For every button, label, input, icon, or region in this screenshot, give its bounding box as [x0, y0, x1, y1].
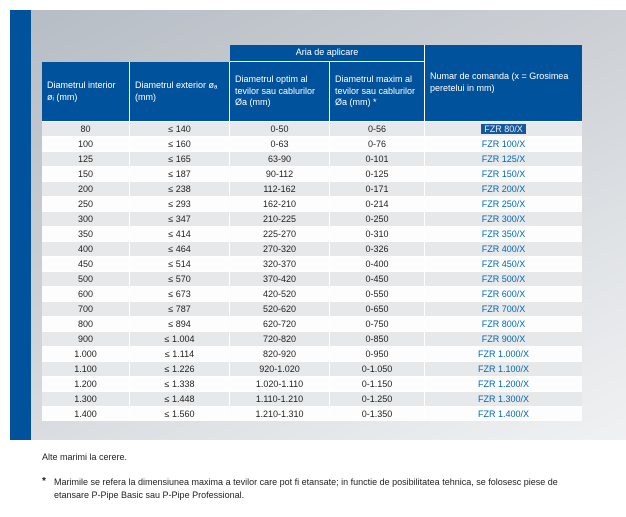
value-cell: 0-850 — [330, 332, 425, 347]
table-row — [42, 347, 582, 362]
value-cell: 1.020-1.110 — [230, 377, 330, 392]
value-cell: ≤ 1.004 — [130, 332, 230, 347]
value-cell: 63-90 — [230, 152, 330, 167]
value-cell: 250 — [42, 197, 130, 212]
value-cell: 225-270 — [230, 227, 330, 242]
order-code-cell[interactable]: FZR 600/X — [425, 287, 582, 302]
footnote-text: Marimile se refera la dimensiunea maxima a tevilor care pot fi etansate; in functie de posibilitatea tehnica, se folosesc piese de etansare P-Pipe Basic sau P-Pipe Professional. — [54, 477, 558, 501]
col-header-diametrul-interior: Diametrul interior øᵢ (mm) — [42, 62, 130, 122]
order-code-cell[interactable]: FZR 250/X — [425, 197, 582, 212]
value-cell: 1.300 — [42, 392, 130, 407]
note-other-sizes: Alte marimi la cerere. — [42, 452, 128, 462]
value-cell: 0-750 — [330, 317, 425, 332]
order-code-cell[interactable]: FZR 150/X — [425, 167, 582, 182]
order-code-cell[interactable]: FZR 450/X — [425, 257, 582, 272]
table-row — [42, 212, 582, 227]
value-cell: 0-56 — [330, 122, 425, 137]
value-cell: ≤ 894 — [130, 317, 230, 332]
value-cell: 0-125 — [330, 167, 425, 182]
order-code-cell[interactable]: FZR 125/X — [425, 152, 582, 167]
order-code-cell[interactable]: FZR 100/X — [425, 137, 582, 152]
value-cell: ≤ 570 — [130, 272, 230, 287]
value-cell: ≤ 414 — [130, 227, 230, 242]
value-cell: 112-162 — [230, 182, 330, 197]
value-cell: 100 — [42, 137, 130, 152]
value-cell: 0-76 — [330, 137, 425, 152]
left-accent-bar — [10, 10, 31, 440]
value-cell: 720-820 — [230, 332, 330, 347]
value-cell: 0-63 — [230, 137, 330, 152]
value-cell: 370-420 — [230, 272, 330, 287]
footnote-asterisk: * — [42, 476, 46, 487]
value-cell: 0-450 — [330, 272, 425, 287]
value-cell: 0-1.350 — [330, 407, 425, 421]
table-row — [42, 257, 582, 272]
value-cell: 0-310 — [330, 227, 425, 242]
value-cell: ≤ 165 — [130, 152, 230, 167]
value-cell: 162-210 — [230, 197, 330, 212]
value-cell: ≤ 238 — [130, 182, 230, 197]
value-cell: 300 — [42, 212, 130, 227]
value-cell: 1.400 — [42, 407, 130, 421]
value-cell: 0-950 — [330, 347, 425, 362]
value-cell: ≤ 1.560 — [130, 407, 230, 421]
value-cell: ≤ 1.226 — [130, 362, 230, 377]
value-cell: 520-620 — [230, 302, 330, 317]
value-cell: 1.000 — [42, 347, 130, 362]
value-cell: 200 — [42, 182, 130, 197]
value-cell: 900 — [42, 332, 130, 347]
table-row — [42, 152, 582, 167]
value-cell: 0-101 — [330, 152, 425, 167]
value-cell: ≤ 464 — [130, 242, 230, 257]
order-code-cell[interactable]: FZR 400/X — [425, 242, 582, 257]
value-cell: 320-370 — [230, 257, 330, 272]
value-cell: 90-112 — [230, 167, 330, 182]
table-row — [42, 302, 582, 317]
value-cell: 270-320 — [230, 242, 330, 257]
value-cell: ≤ 787 — [130, 302, 230, 317]
value-cell: 420-520 — [230, 287, 330, 302]
order-code-cell[interactable]: FZR 1.400/X — [425, 407, 582, 421]
value-cell: 0-214 — [330, 197, 425, 212]
value-cell: 1.200 — [42, 377, 130, 392]
value-cell: 450 — [42, 257, 130, 272]
order-code-cell[interactable]: FZR 200/X — [425, 182, 582, 197]
table-row — [42, 137, 582, 152]
table-row — [42, 122, 582, 137]
value-cell: ≤ 1.114 — [130, 347, 230, 362]
value-cell: 80 — [42, 122, 130, 137]
col-header-diametrul-exterior: Diametrul exterior øₐ (mm) — [130, 62, 230, 122]
value-cell: ≤ 1.338 — [130, 377, 230, 392]
order-code-cell[interactable]: FZR 1.300/X — [425, 392, 582, 407]
value-cell: 0-1.250 — [330, 392, 425, 407]
value-cell: 125 — [42, 152, 130, 167]
value-cell: 210-225 — [230, 212, 330, 227]
value-cell: ≤ 673 — [130, 287, 230, 302]
value-cell: 0-326 — [330, 242, 425, 257]
value-cell: 350 — [42, 227, 130, 242]
table-body — [42, 122, 582, 421]
value-cell: 800 — [42, 317, 130, 332]
value-cell: 1.110-1.210 — [230, 392, 330, 407]
footnote — [42, 476, 583, 502]
value-cell: ≤ 514 — [130, 257, 230, 272]
table-row — [42, 362, 582, 377]
header-spacer — [42, 45, 130, 62]
value-cell: 0-250 — [330, 212, 425, 227]
header-spacer — [130, 45, 230, 62]
value-cell: ≤ 140 — [130, 122, 230, 137]
value-cell: 0-1.150 — [330, 377, 425, 392]
value-cell: 620-720 — [230, 317, 330, 332]
order-code-cell[interactable]: FZR 700/X — [425, 302, 582, 317]
value-cell: 700 — [42, 302, 130, 317]
value-cell: 820-920 — [230, 347, 330, 362]
value-cell: 400 — [42, 242, 130, 257]
value-cell: 0-650 — [330, 302, 425, 317]
table-header — [42, 45, 582, 122]
table-row — [42, 332, 582, 347]
value-cell: 500 — [42, 272, 130, 287]
table-row — [42, 227, 582, 242]
table-row — [42, 317, 582, 332]
table-row — [42, 197, 582, 212]
value-cell: 0-1.050 — [330, 362, 425, 377]
order-code-cell[interactable]: FZR 350/X — [425, 227, 582, 242]
table-row — [42, 272, 582, 287]
value-cell: 600 — [42, 287, 130, 302]
table-row — [42, 407, 582, 421]
value-cell: ≤ 160 — [130, 137, 230, 152]
value-cell: ≤ 347 — [130, 212, 230, 227]
notes-section — [42, 452, 583, 502]
order-code-cell[interactable]: FZR 80/X — [425, 122, 582, 137]
value-cell: 0-400 — [330, 257, 425, 272]
table-row — [42, 167, 582, 182]
order-code-cell[interactable]: FZR 300/X — [425, 212, 582, 227]
order-code-cell[interactable]: FZR 1.100/X — [425, 362, 582, 377]
order-code-cell[interactable]: FZR 900/X — [425, 332, 582, 347]
order-code-cell[interactable]: FZR 800/X — [425, 317, 582, 332]
table-row — [42, 287, 582, 302]
order-code-cell[interactable]: FZR 500/X — [425, 272, 582, 287]
group-header-aria-de-aplicare: Aria de aplicare — [230, 45, 425, 62]
order-code-cell[interactable]: FZR 1.200/X — [425, 377, 582, 392]
table-row — [42, 182, 582, 197]
value-cell: ≤ 293 — [130, 197, 230, 212]
order-code-cell[interactable]: FZR 1.000/X — [425, 347, 582, 362]
value-cell: 0-171 — [330, 182, 425, 197]
value-cell: 1.210-1.310 — [230, 407, 330, 421]
value-cell: 0-550 — [330, 287, 425, 302]
value-cell: 150 — [42, 167, 130, 182]
group-header-row — [42, 45, 582, 62]
value-cell: ≤ 187 — [130, 167, 230, 182]
table-row — [42, 377, 582, 392]
table-row — [42, 242, 582, 257]
spec-table — [42, 45, 582, 421]
col-header-diametrul-maxim: Diametrul maxim al tevilor sau cablurilor Øa (mm) * — [330, 62, 425, 122]
value-cell: ≤ 1.448 — [130, 392, 230, 407]
value-cell: 1.100 — [42, 362, 130, 377]
value-cell: 0-50 — [230, 122, 330, 137]
col-header-diametrul-optim: Diametrul optim al tevilor sau cablurilor Øa (mm) — [230, 62, 330, 122]
value-cell: 920-1.020 — [230, 362, 330, 377]
col-header-numar-de-comanda: Numar de comanda (x = Grosimea peretelui in mm) — [425, 45, 582, 122]
table-row — [42, 392, 582, 407]
